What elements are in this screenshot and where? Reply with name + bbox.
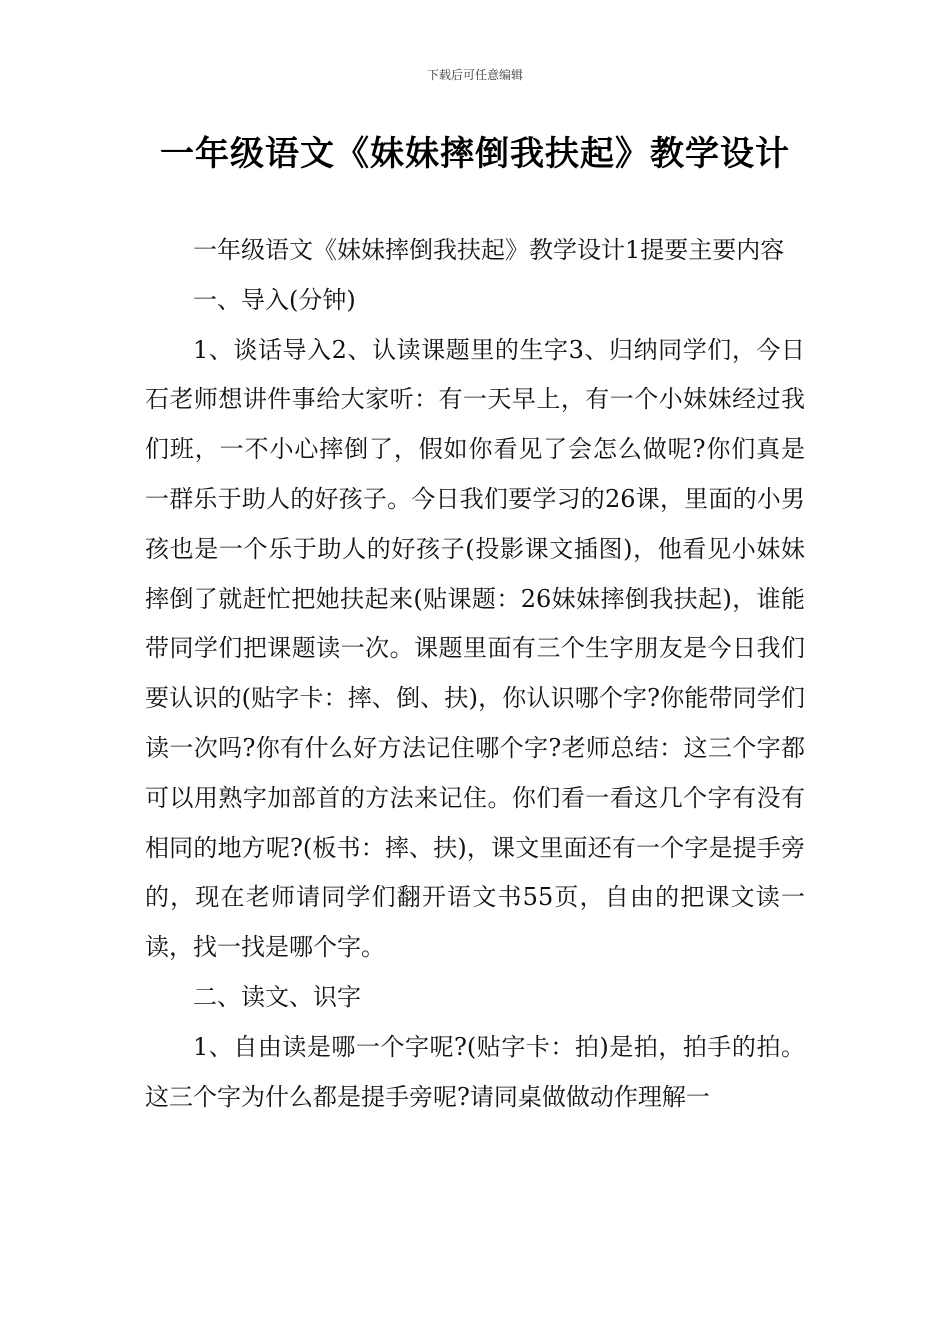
paragraph-intro: 一年级语文《妹妹摔倒我扶起》教学设计1提要主要内容 xyxy=(193,236,785,264)
header-note: 下载后可任意编辑 xyxy=(426,68,523,82)
paragraph-import-details: 1、谈话导入2、认读课题里的生字3、归纳同学们，今日石老师想讲件事给大家听：有一天早上，有一个小妹妹经过我们班，一不小心摔倒了，假如你看见了会怎么做呢?你们真是一群乐于助人的好孩子。今日我们要学习的26课，里面的小男孩也是一个乐于助人的好孩子(投影课文插图)，他看见小妹妹摔倒了就赶忙把她扶起来(贴课题：26妹妹摔倒我扶起)，谁能带同学们把课题读一次。课题里面有三个生字朋友是今日我们要认识的(贴字卡：摔、倒、扶)，你认识哪个字?你能带同学们读一次吗?你有什么好方法记住哪个字?老师总结：这三个字都可以用熟字加部首的方法来记住。你们看一看这几个字有没有相同的地方呢?(板书：摔、扶)，课文里面还有一个字是提手旁的，现在老师请同学们翻开语文书55页，自由的把课文读一读，找一找是哪个字。 xyxy=(145,335,805,962)
document-title: 一年级语文《妹妹摔倒我扶起》教学设计 xyxy=(160,134,790,174)
section-heading-import: 一、导入(分钟) xyxy=(193,285,356,314)
paragraph-reading-details: 1、自由读是哪一个字呢?(贴字卡：拍)是拍，拍手的拍。这三个字为什么都是提手旁呢?请同桌做做动作理解一 xyxy=(145,1032,805,1111)
section-heading-reading: 二、读文、识字 xyxy=(193,982,361,1011)
document-body xyxy=(145,226,805,1122)
